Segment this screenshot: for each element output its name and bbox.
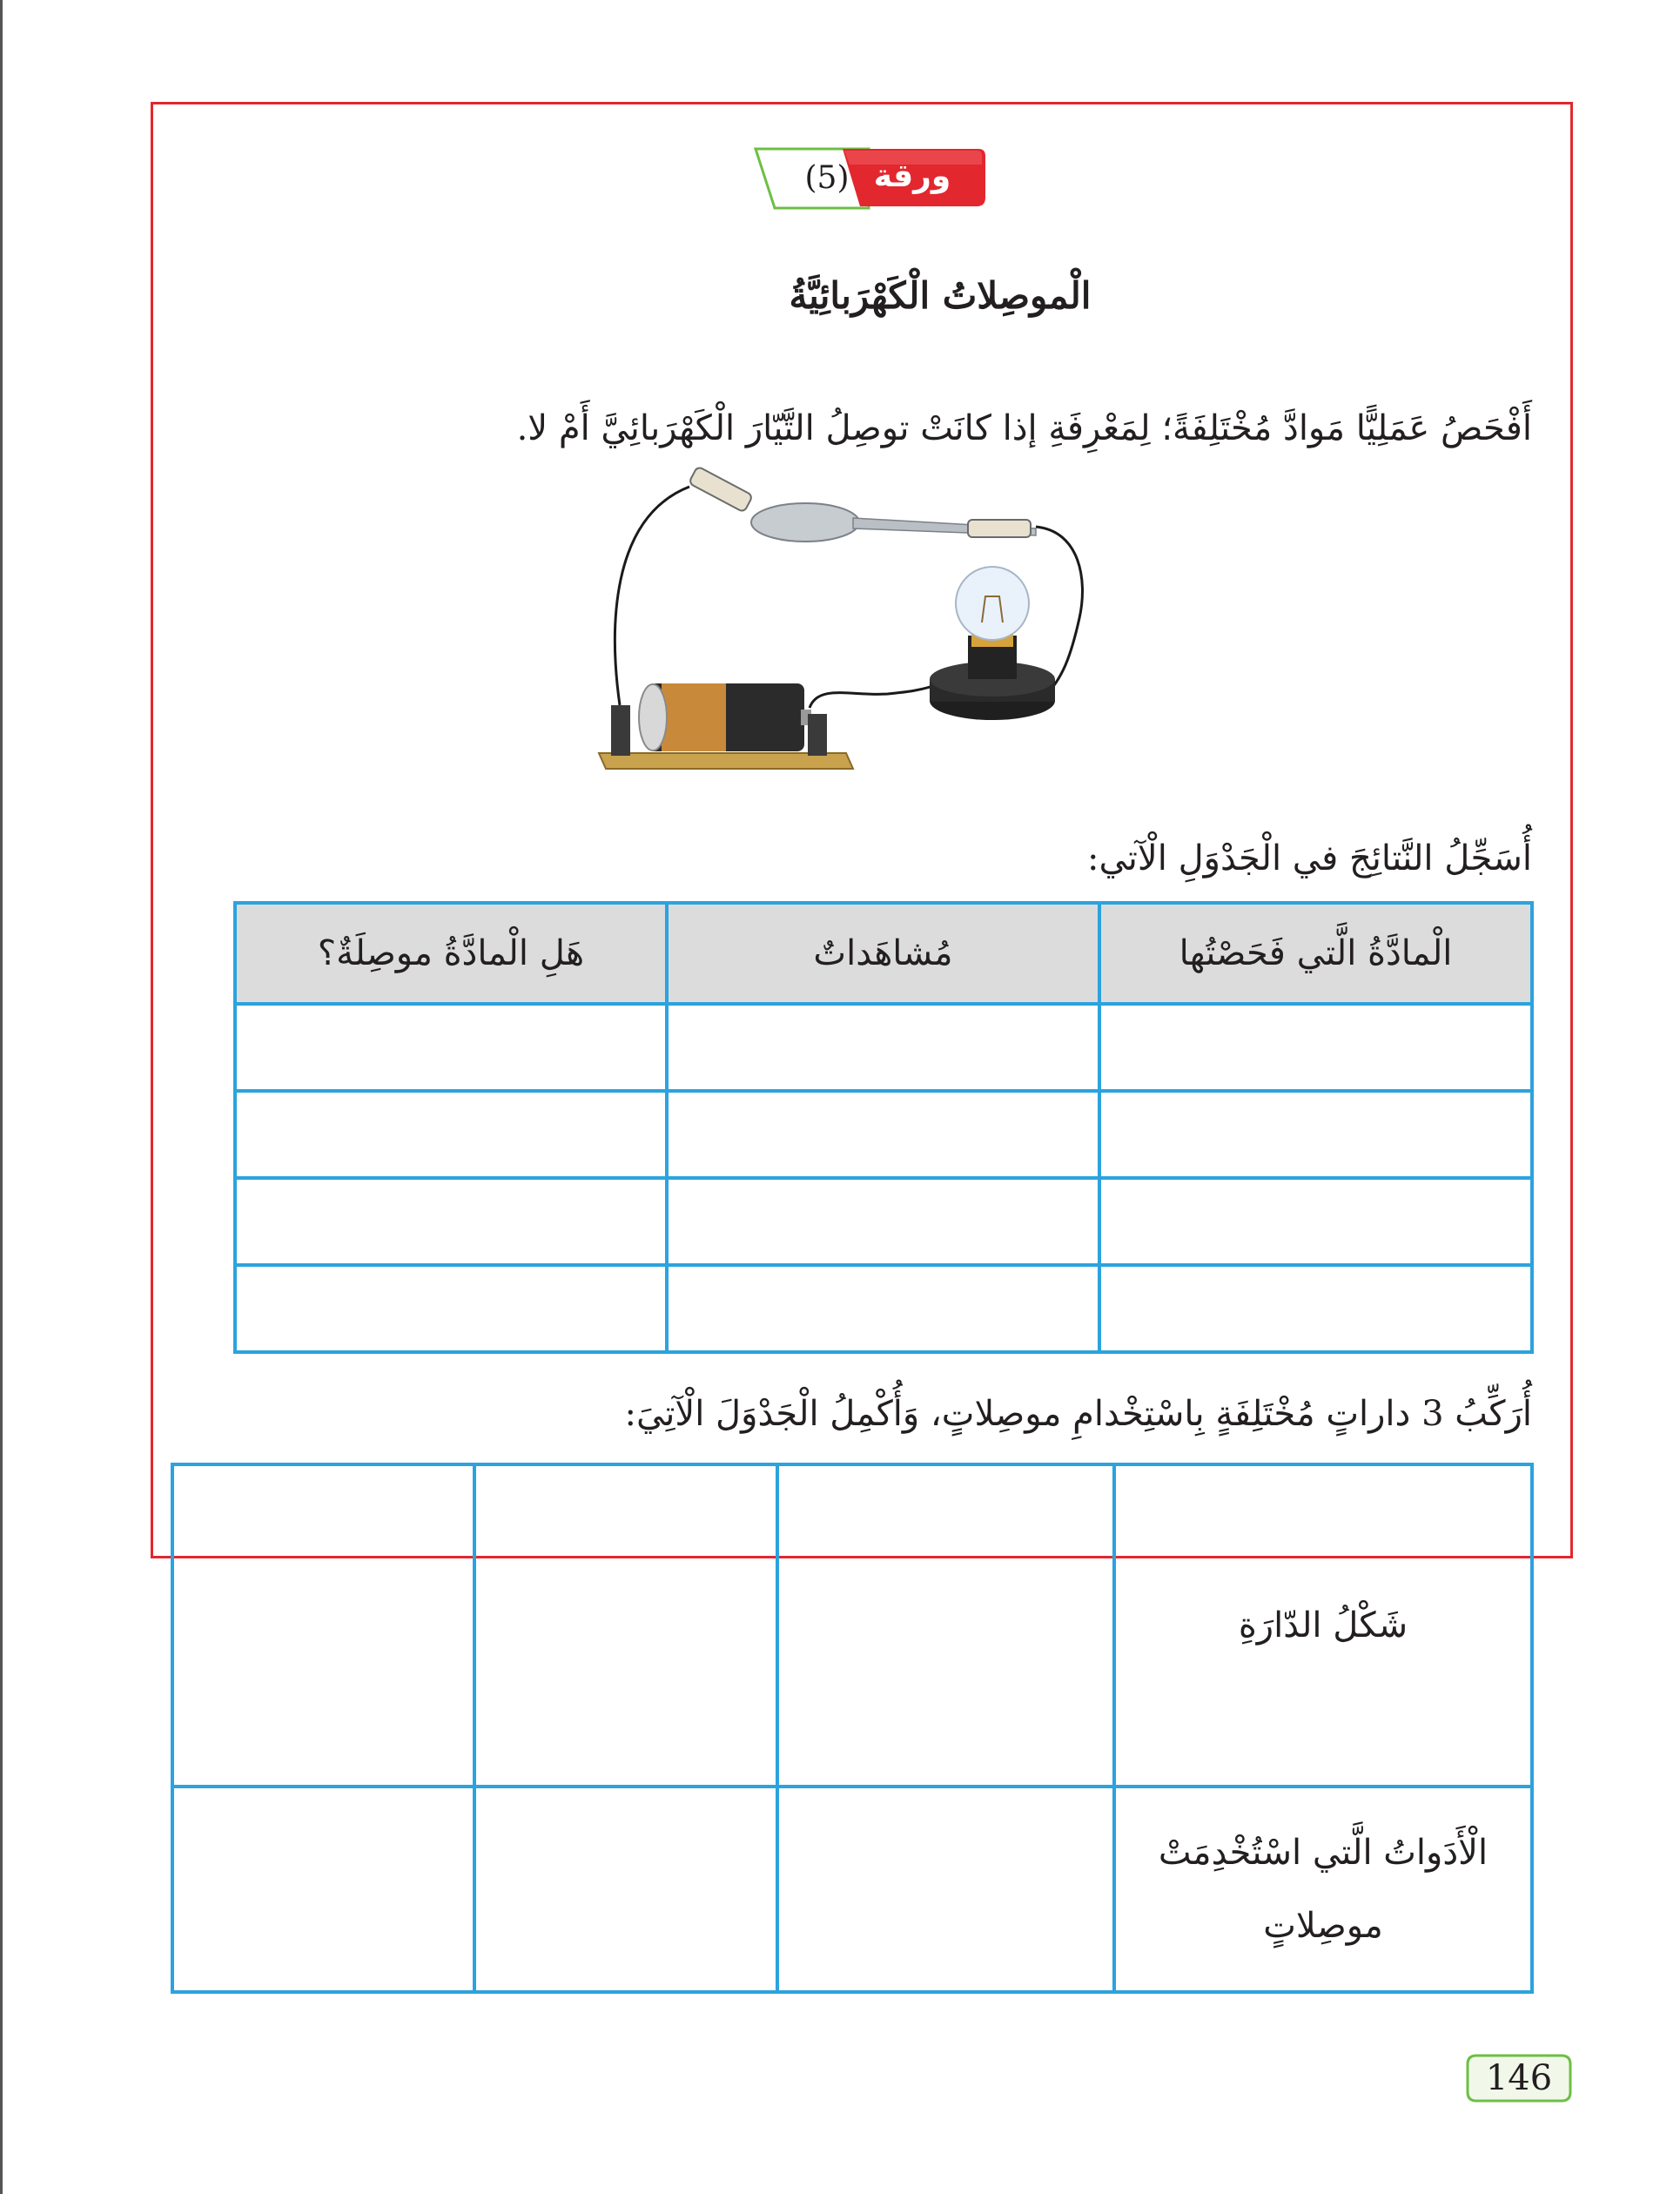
table-row <box>235 1265 1532 1352</box>
table-row <box>172 1787 1532 1992</box>
page-edge <box>0 0 3 2194</box>
table-row <box>235 1178 1532 1265</box>
table-cell[interactable] <box>667 1004 1099 1091</box>
table-row <box>235 1004 1532 1091</box>
circuits-table <box>171 1463 1534 1994</box>
table-cell[interactable] <box>667 1091 1099 1178</box>
table-row <box>172 1464 1532 1787</box>
circuit-illustration <box>592 466 1114 775</box>
instruction-build: أُرَكِّبُ 3 داراتٍ مُخْتَلِفَةٍ بِاسْتِخْدامِ موصِلاتٍ، وَأُكْمِلُ الْجَدْوَلَ الْآتِيَ: <box>624 1394 1532 1434</box>
table-cell[interactable] <box>474 1464 777 1787</box>
table-row <box>235 1091 1532 1178</box>
table-cell[interactable] <box>235 1178 667 1265</box>
table-cell[interactable] <box>474 1787 777 1992</box>
instruction-record: أُسَجِّلُ النَّتائِجَ في الْجَدْوَلِ الْآتي: <box>1086 838 1532 878</box>
table-cell[interactable] <box>777 1464 1114 1787</box>
table-header-row <box>235 903 1532 1004</box>
results-table <box>233 901 1534 1354</box>
table-cell[interactable] <box>172 1464 474 1787</box>
instruction-examine: أَفْحَصُ عَمَلِيًّا مَوادَّ مُخْتَلِفَةً؛ لِمَعْرِفَةِ إذا كانَتْ توصِلُ التَّيّارَ الْكَهْرَبائِيَّ أَمْ لا. <box>516 408 1532 448</box>
header-material: الْمادَّةُ الَّتي فَحَصْتُها <box>1099 903 1532 1004</box>
row-label-conductor-tools: الْأَدَواتُ الَّتي اسْتُخْدِمَتْ موصِلاتٍ <box>1114 1787 1532 1992</box>
table-cell[interactable] <box>777 1787 1114 1992</box>
page-title: الْموصِلاتُ الْكَهْرَبائِيَّةُ <box>789 274 1092 317</box>
header-observations: مُشاهَداتٌ <box>667 903 1099 1004</box>
table-cell[interactable] <box>235 1265 667 1352</box>
page-number: 146 <box>1485 2058 1553 2098</box>
worksheet-label: ورقة عمل <box>873 158 951 246</box>
row-label-circuit-shape: شَكْلُ الدّارَةِ <box>1114 1464 1532 1787</box>
table-cell[interactable] <box>172 1787 474 1992</box>
table-cell[interactable] <box>1099 1004 1532 1091</box>
table-cell[interactable] <box>1099 1178 1532 1265</box>
table-cell[interactable] <box>667 1265 1099 1352</box>
header-is-conductor: هَلِ الْمادَّةُ موصِلَةٌ؟ <box>235 903 667 1004</box>
table-cell[interactable] <box>667 1178 1099 1265</box>
table-cell[interactable] <box>235 1091 667 1178</box>
worksheet-badge <box>738 144 991 246</box>
table-cell[interactable] <box>1099 1091 1532 1178</box>
worksheet-number: (5) <box>804 160 850 196</box>
page-number-box <box>1464 2052 1574 2104</box>
table-cell[interactable] <box>1099 1265 1532 1352</box>
table-cell[interactable] <box>235 1004 667 1091</box>
